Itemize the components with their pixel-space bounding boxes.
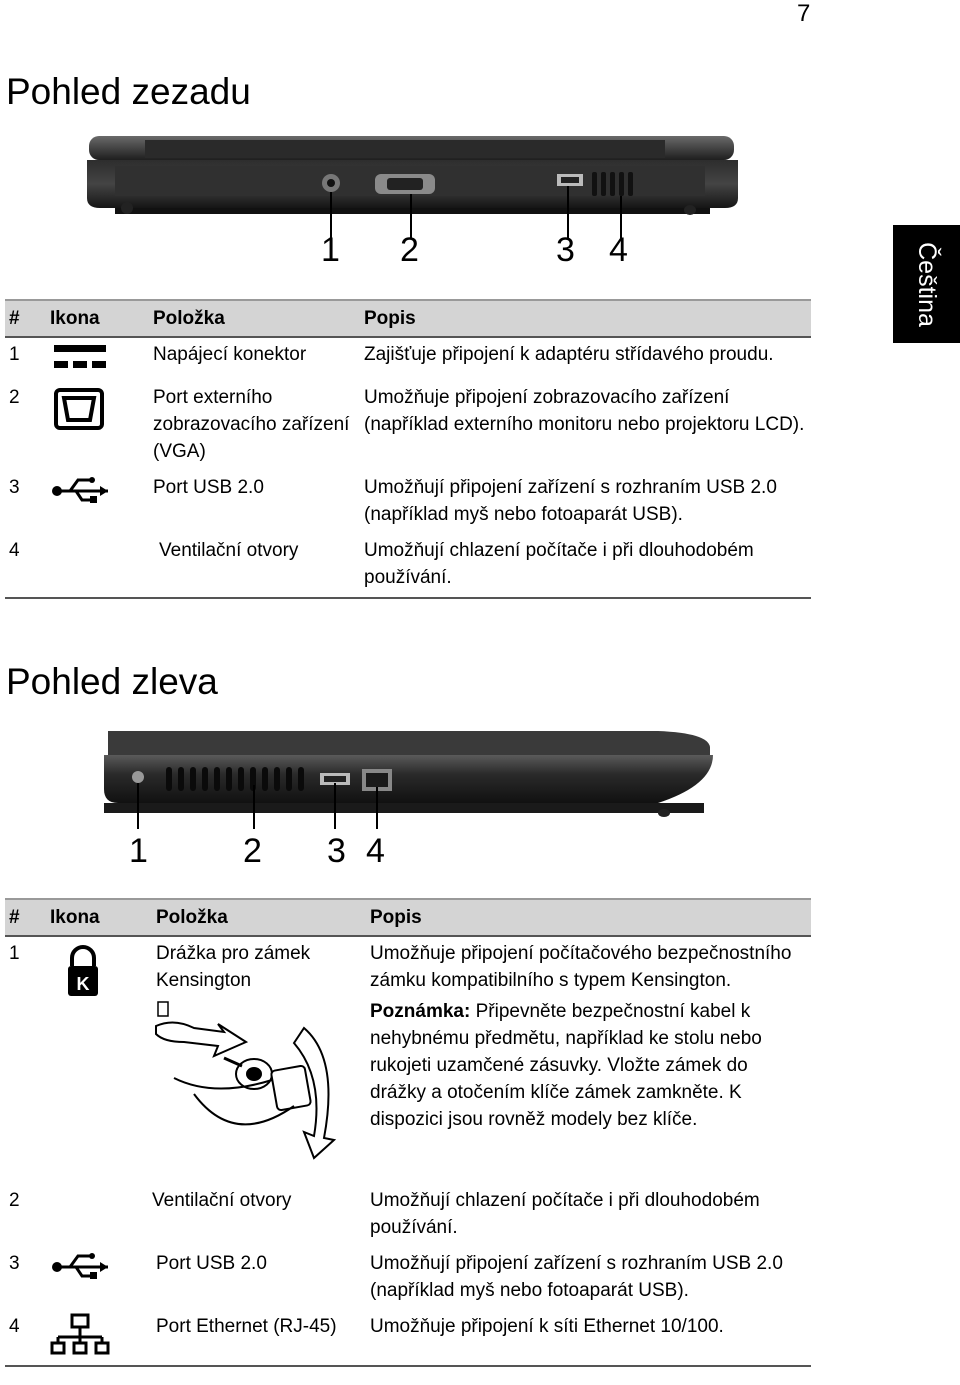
- row-desc: Umožňují chlazení počítače i při dlouhodobém používání.: [360, 534, 811, 598]
- row-num: 2: [9, 387, 20, 408]
- row-desc: Umožňují chlazení počítače i při dlouhodobém používání.: [370, 1190, 760, 1238]
- row-item: Port Ethernet (RJ-45): [152, 1310, 366, 1366]
- table-row: [5, 1247, 811, 1310]
- row-desc: Umožňuje připojení počítačového bezpečnostního zámku kompatibilního s typem Kensington.: [370, 943, 792, 991]
- svg-text:K: K: [76, 974, 90, 994]
- rear-callout-2: 2: [400, 231, 419, 269]
- row-item: Ventilační otvory: [152, 1190, 292, 1211]
- table-row: [5, 471, 811, 534]
- row-note: [370, 998, 807, 1133]
- language-tab: Čeština: [893, 225, 960, 343]
- row-item: Napájecí konektor: [153, 344, 307, 365]
- header-num: #: [5, 899, 46, 936]
- row-desc: Umožňují připojení zařízení s rozhraním USB 2.0 (například myš nebo fotoaparát USB).: [370, 1253, 783, 1301]
- header-num: #: [5, 300, 46, 337]
- left-callout-3: 3: [327, 832, 346, 870]
- left-view-table: [5, 898, 811, 1367]
- rear-view-title: Pohled zezadu: [6, 71, 251, 112]
- header-item: Položka: [149, 300, 360, 337]
- rear-view-table: [5, 299, 811, 599]
- header-icon: Ikona: [46, 899, 152, 936]
- row-item: Port USB 2.0: [156, 1253, 267, 1274]
- row-desc: Umožňuje připojení zobrazovacího zařízení (například externího monitoru nebo projektoru LCD).: [364, 387, 805, 435]
- row-num: 3: [9, 1253, 20, 1274]
- left-callout-1: 1: [129, 832, 148, 870]
- left-view-photo: [98, 725, 723, 835]
- row-num: 4: [5, 534, 46, 598]
- row-num: 1: [9, 344, 20, 365]
- row-num: 3: [9, 477, 20, 498]
- row-desc: Umožňují připojení zařízení s rozhraním USB 2.0 (například myš nebo fotoaparát USB).: [364, 477, 777, 525]
- row-desc: Zajišťuje připojení k adaptéru střídavého proudu.: [364, 344, 774, 365]
- usb-icon: [46, 1247, 152, 1310]
- left-view-title: Pohled zleva: [6, 661, 218, 702]
- row-num: 1: [9, 943, 20, 964]
- table-row: [5, 381, 811, 471]
- table-row: [5, 1310, 811, 1366]
- header-icon: Ikona: [46, 300, 149, 337]
- dc-power-icon: [46, 337, 149, 381]
- table-header-row: [5, 300, 811, 337]
- header-desc: Popis: [366, 899, 811, 936]
- table-header-row: [5, 899, 811, 936]
- kensington-lock-illustration: [154, 998, 344, 1178]
- row-num: 2: [9, 1190, 20, 1211]
- row-desc: Umožňuje připojení k síti Ethernet 10/100.: [366, 1310, 811, 1366]
- vga-port-icon: [46, 381, 149, 471]
- ethernet-icon: [46, 1310, 152, 1366]
- table-row: [5, 337, 811, 381]
- note-label: Poznámka:: [370, 1001, 471, 1022]
- row-item: Port externího zobrazovacího zařízení (VGA): [153, 387, 350, 462]
- usb-icon: [46, 471, 149, 534]
- rear-callout-4: 4: [609, 231, 628, 269]
- kensington-lock-icon: [46, 936, 152, 1184]
- header-desc: Popis: [360, 300, 811, 337]
- table-row: [5, 936, 811, 1184]
- row-item: Drážka pro zámek Kensington: [156, 943, 311, 991]
- rear-view-photo: [85, 130, 740, 240]
- row-item: Ventilační otvory: [46, 534, 360, 598]
- row-item-cell: [152, 936, 366, 1184]
- table-row: [5, 534, 811, 598]
- table-row: [5, 1184, 811, 1247]
- left-callout-2: 2: [243, 832, 262, 870]
- row-num: 4: [5, 1310, 46, 1366]
- left-callout-4: 4: [366, 832, 385, 870]
- rear-callout-1: 1: [321, 231, 340, 269]
- row-item: Port USB 2.0: [153, 477, 264, 498]
- header-item: Položka: [152, 899, 366, 936]
- note-text: Připevněte bezpečnostní kabel k nehybnému předmětu, například ke stolu nebo rukojeti uzamčené zásuvky. Vložte zámek do drážky a otočením klíče zámek zamkněte. K dispozici jsou rovněž modely bez klíče.: [370, 1001, 762, 1130]
- page-number: 7: [797, 0, 811, 27]
- rear-callout-3: 3: [556, 231, 575, 269]
